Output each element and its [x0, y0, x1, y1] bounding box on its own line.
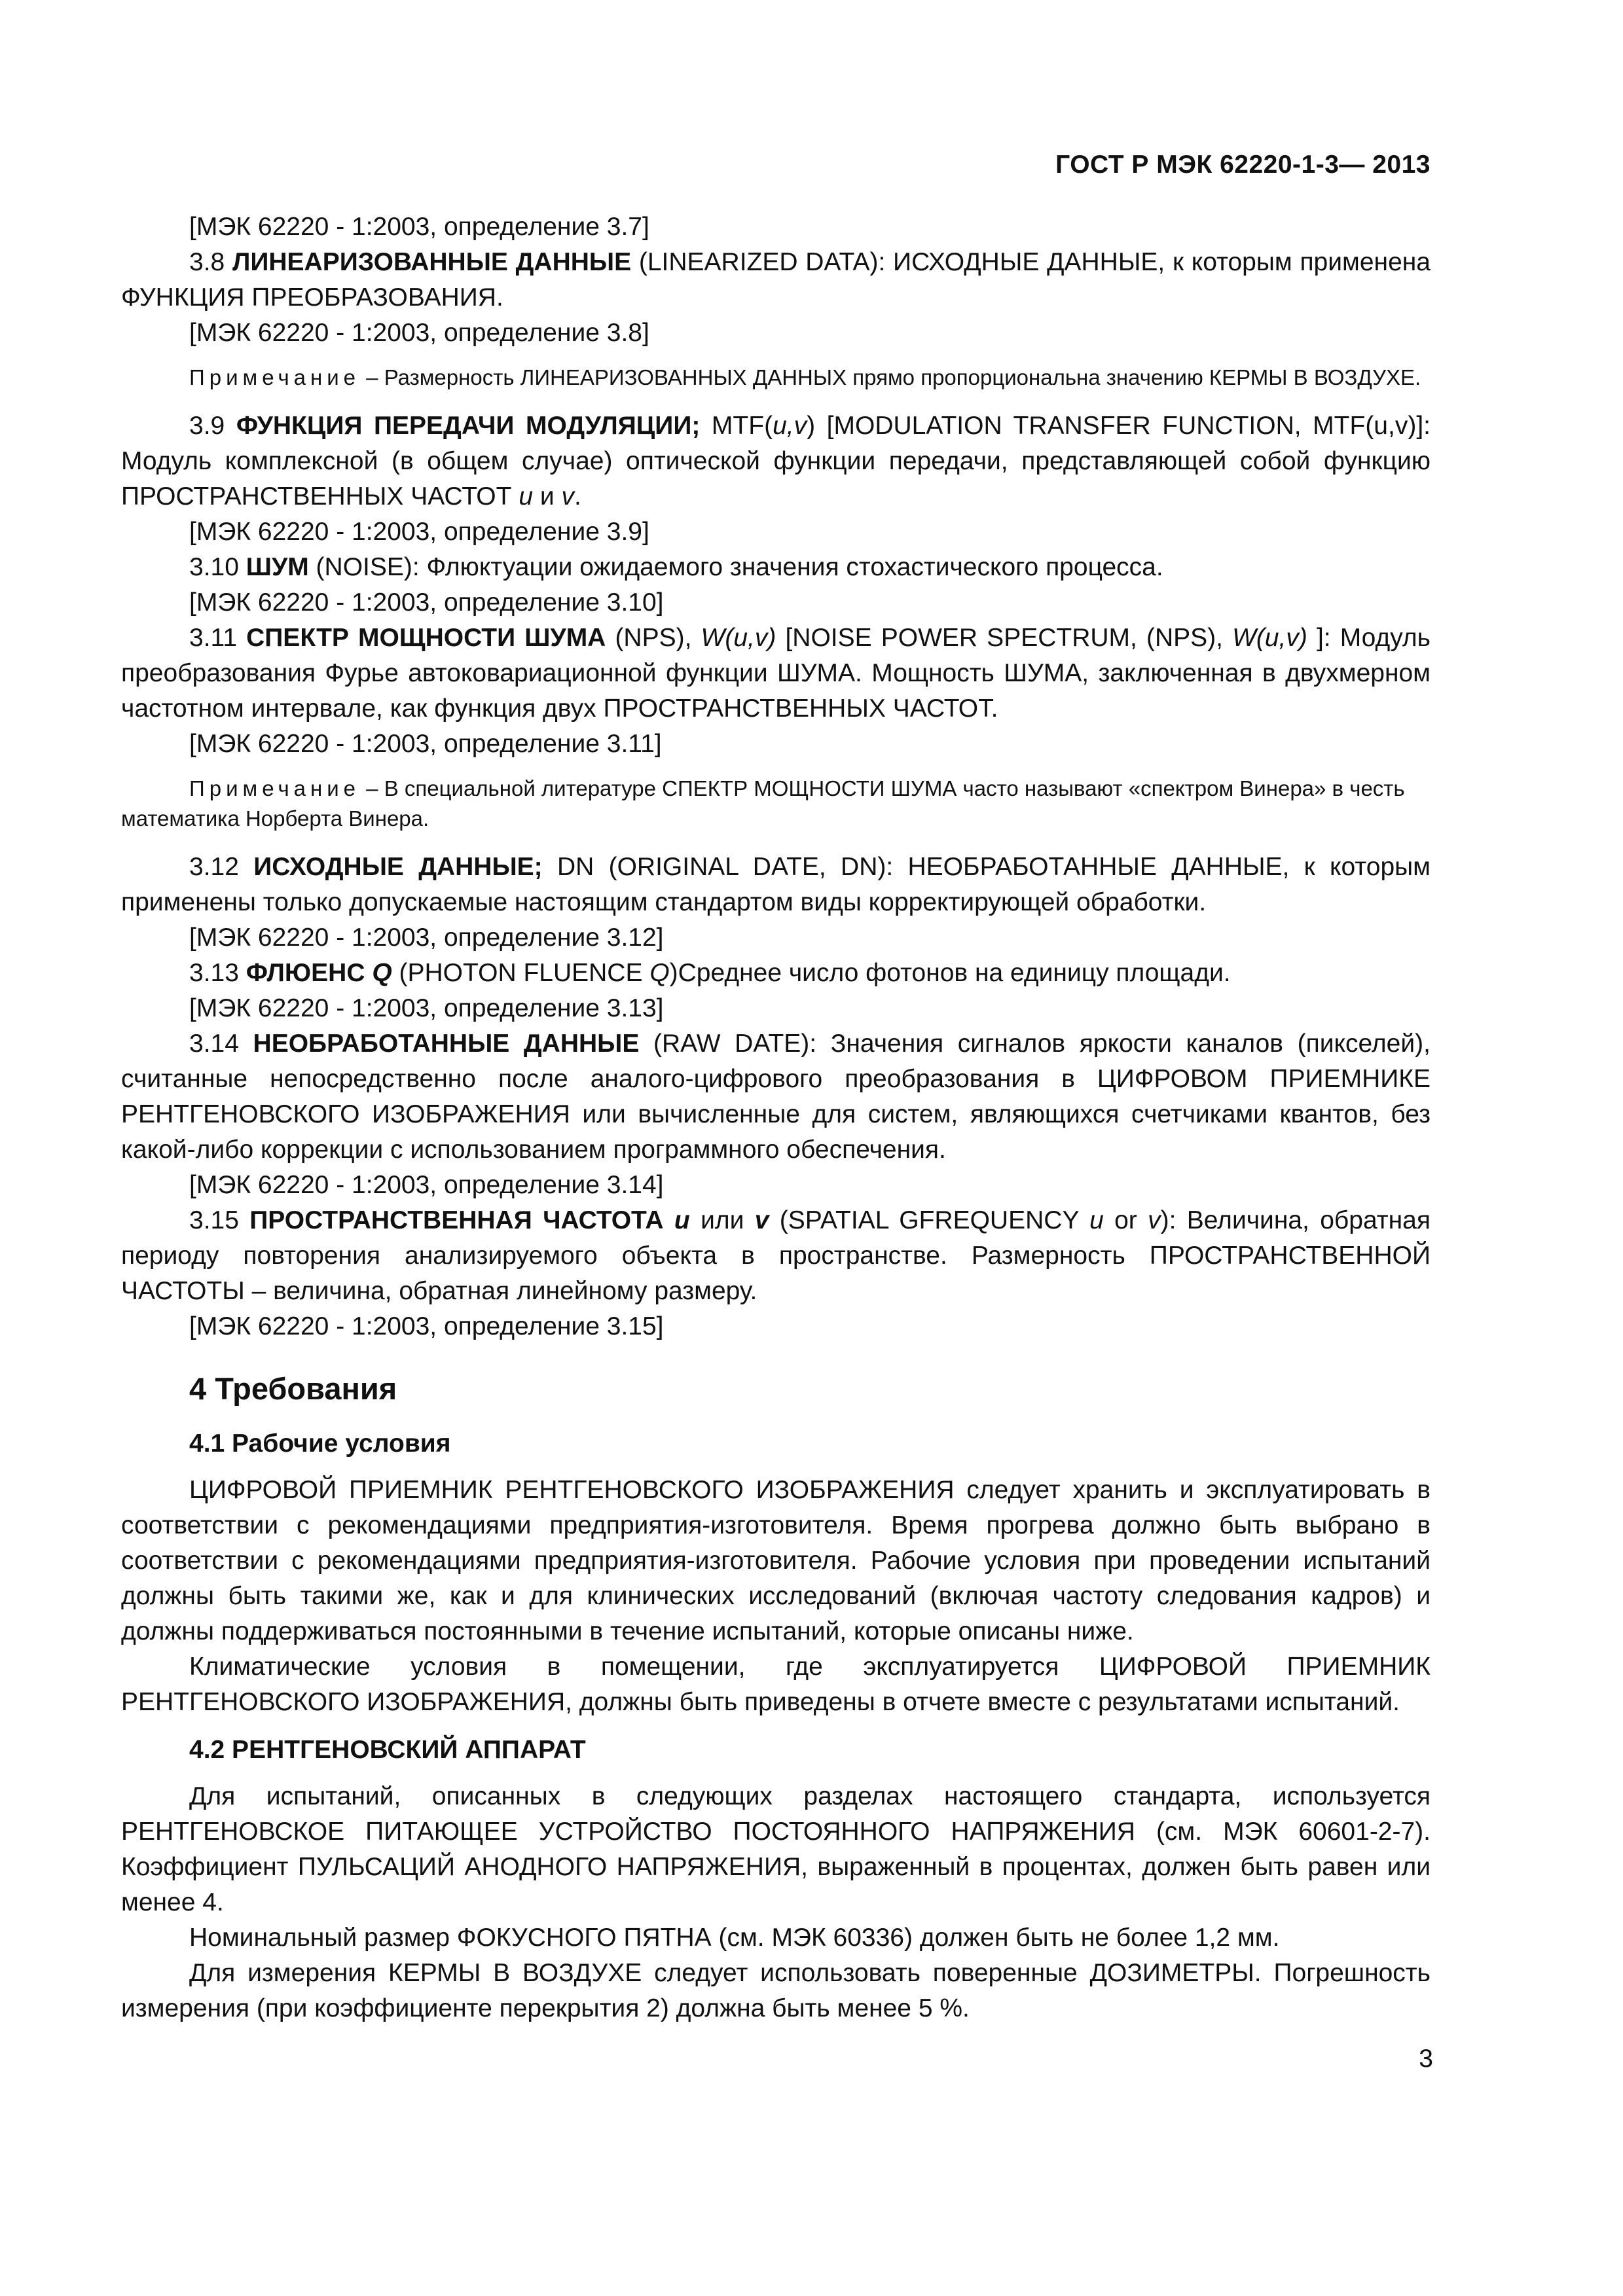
note-label: Примечание [189, 365, 361, 389]
reference: [МЭК 62220 - 1:2003, определение 3.9] [189, 518, 649, 546]
definition-3-14: 3.14 НЕОБРАБОТАННЫЕ ДАННЫЕ (RAW DATE): Значения сигналов яркости каналов (пикселей), считанные непосредственно после аналого-цифрового преобразования в ЦИФРОВОМ ПРИЕМНИКЕ РЕНТГЕНОВСКОГО ИЗОБРАЖЕНИЯ или вычисленные для систем, являющихся счетчиками квантов, без какой-либо коррекции с использованием программного обеспечения. [121, 1030, 1431, 1164]
paragraph: Номинальный размер ФОКУСНОГО ПЯТНА (см. МЭК 60336) должен быть не более 1,2 мм. [189, 1924, 1280, 1952]
subsection-heading: 4.2 РЕНТГЕНОВСКИЙ АППАРАТ [189, 1736, 586, 1764]
reference: [МЭК 62220 - 1:2003, определение 3.15] [189, 1312, 664, 1340]
reference: [МЭК 62220 - 1:2003, определение 3.11] [189, 730, 662, 758]
definition-3-13: 3.13 ФЛЮЕНС Q (PHOTON FLUENCE Q)Среднее число фотонов на единицу площади. [189, 959, 1231, 987]
term: НЕОБРАБОТАННЫЕ ДАННЫЕ [253, 1030, 640, 1058]
reference: [МЭК 62220 - 1:2003, определение 3.10] [189, 588, 664, 617]
term: ЛИНЕАРИЗОВАННЫЕ ДАННЫЕ [232, 248, 632, 276]
page-number: 3 [1419, 2045, 1433, 2073]
note: Примечание – Размерность ЛИНЕАРИЗОВАННЫХ ДАННЫХ прямо пропорциональна значению КЕРМЫ В ВОЗДУХЕ. [189, 365, 1421, 389]
definition-3-12: 3.12 ИСХОДНЫЕ ДАННЫЕ; DN (ORIGINAL DATE, DN): НЕОБРАБОТАННЫЕ ДАННЫЕ, к которым применены только допускаемые настоящим стандартом виды корректирующей обработки. [121, 853, 1431, 916]
reference: [МЭК 62220 - 1:2003, определение 3.14] [189, 1171, 664, 1199]
definition-3-11: 3.11 СПЕКТР МОЩНОСТИ ШУМА (NPS), W(u,v) [NOISE POWER SPECTRUM, (NPS), W(u,v) ]: Модуль преобразования Фурье автоковариационной функции ШУМА. Мощность ШУМА, заключенная в двухмерном частотном интервале, как функция двух ПРОСТРАНСТВЕННЫХ ЧАСТОТ. [121, 624, 1431, 723]
note-label: Примечание [189, 776, 361, 800]
term: СПЕКТР МОЩНОСТИ ШУМА [246, 624, 606, 652]
paragraph: Для испытаний, описанных в следующих разделах настоящего стандарта, используется РЕНТГЕНОВСКОЕ ПИТАЮЩЕЕ УСТРОЙСТВО ПОСТОЯННОГО НАПРЯЖЕНИЯ (см. МЭК 60601-2-7). Коэффициент ПУЛЬСАЦИЙ АНОДНОГО НАПРЯЖЕНИЯ, выраженный в процентах, должен быть равен или менее 4. [121, 1782, 1431, 1916]
term: ШУМ [246, 553, 309, 581]
document-body [121, 209, 1431, 2026]
section-heading: 4 Требования [189, 1371, 397, 1406]
note: Примечание – В специальной литературе СПЕКТР МОЩНОСТИ ШУМА часто называют «спектром Винера» в честь математика Норберта Винера. [121, 776, 1405, 831]
reference: [МЭК 62220 - 1:2003, определение 3.7] [189, 213, 649, 241]
paragraph: ЦИФРОВОЙ ПРИЕМНИК РЕНТГЕНОВСКОГО ИЗОБРАЖЕНИЯ следует хранить и эксплуатировать в соответствии с рекомендациями предприятия-изготовителя. Время прогрева должно быть выбрано в соответствии с рекомендациями предприятия-изготовителя. Рабочие условия при проведении испытаний должны быть такими же, как и для клинических исследований (включая частоту следования кадров) и должны поддерживаться постоянными в течение испытаний, которые описаны ниже. [121, 1476, 1431, 1645]
paragraph: Для измерения КЕРМЫ В ВОЗДУХЕ следует использовать поверенные ДОЗИМЕТРЫ. Погрешность измерения (при коэффициенте перекрытия 2) должна быть менее 5 %. [121, 1959, 1431, 2022]
paragraph: Климатические условия в помещении, где эксплуатируется ЦИФРОВОЙ ПРИЕМНИК РЕНТГЕНОВСКОГО ИЗОБРАЖЕНИЯ, должны быть приведены в отчете вместе с результатами испытаний. [121, 1653, 1431, 1716]
subsection-heading: 4.1 Рабочие условия [189, 1429, 451, 1458]
term: ПРОСТРАНСТВЕННАЯ ЧАСТОТА [249, 1206, 674, 1234]
definition-3-8: 3.8 ЛИНЕАРИЗОВАННЫЕ ДАННЫЕ (LINEARIZED DATA): ИСХОДНЫЕ ДАННЫЕ, к которым применена ФУНКЦИЯ ПРЕОБРАЗОВАНИЯ. [121, 248, 1431, 312]
term: ФУНКЦИЯ ПЕРЕДАЧИ МОДУЛЯЦИИ; [236, 412, 701, 440]
term: ИСХОДНЫЕ ДАННЫЕ; [253, 853, 543, 881]
reference: [МЭК 62220 - 1:2003, определение 3.13] [189, 994, 664, 1022]
reference: [МЭК 62220 - 1:2003, определение 3.12] [189, 924, 664, 952]
definition-3-15: 3.15 ПРОСТРАНСТВЕННАЯ ЧАСТОТА u или v (SPATIAL GFREQUENCY u or v): Величина, обратная периоду повторения анализируемого объекта в пространстве. Размерность ПРОСТРАНСТВЕННОЙ ЧАСТОТЫ – величина, обратная линейному размеру. [121, 1206, 1431, 1305]
definition-3-9: 3.9 ФУНКЦИЯ ПЕРЕДАЧИ МОДУЛЯЦИИ; MTF(u,v) [MODULATION TRANSFER FUNCTION, MTF(u,v)]: Модуль комплексной (в общем случае) оптической функции передачи, представляющей собой функцию ПРОСТРАНСТВЕННЫХ ЧАСТОТ u и v. [121, 412, 1431, 511]
document-header: ГОСТ Р МЭК 62220-1-3— 2013 [1055, 151, 1431, 179]
definition-3-10: 3.10 ШУМ (NOISE): Флюктуации ожидаемого значения стохастического процесса. [189, 553, 1163, 581]
reference: [МЭК 62220 - 1:2003, определение 3.8] [189, 319, 649, 347]
term: ФЛЮЕНС [246, 959, 373, 987]
